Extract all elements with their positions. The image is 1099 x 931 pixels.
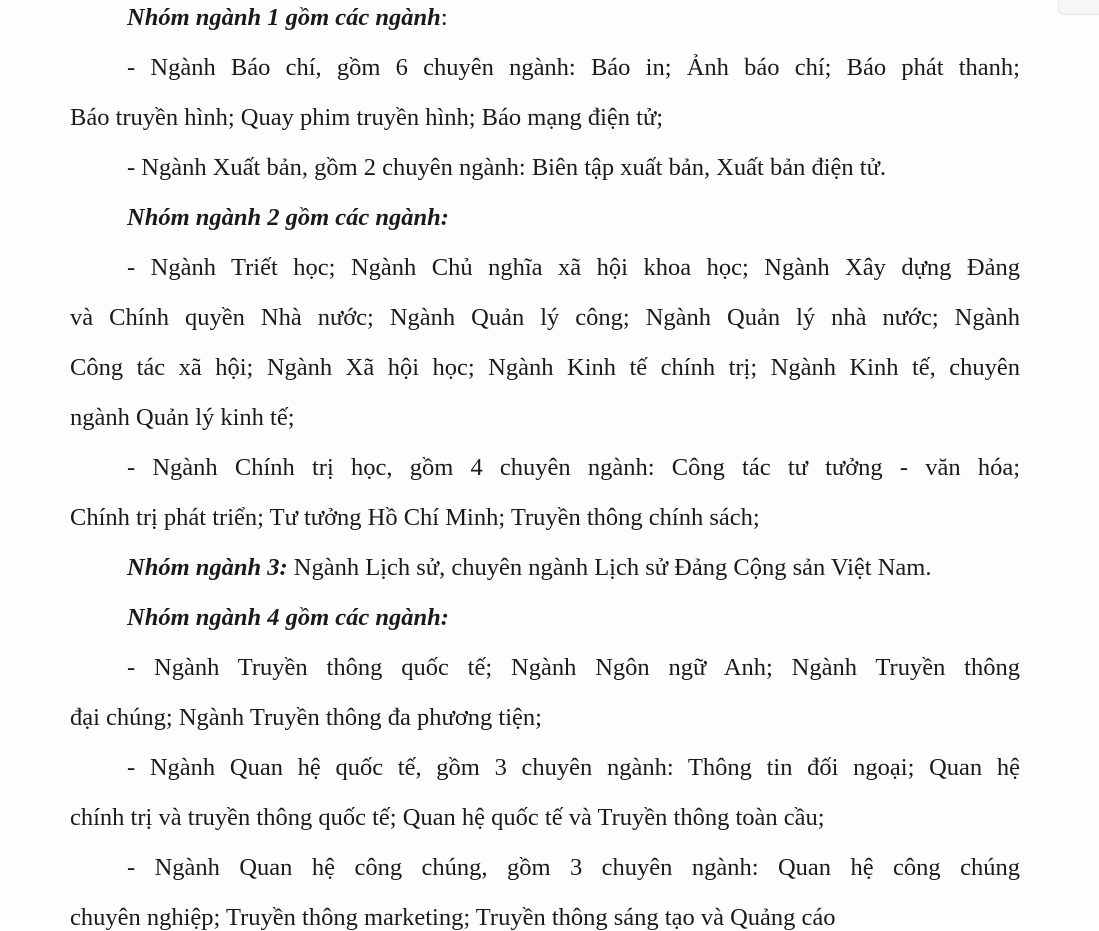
group2-item2-line2: Chính trị phát triển; Tư tưởng Hồ Chí Minh; Truyền thông chính sách; <box>70 504 760 531</box>
group4-item3-line1: - Ngành Quan hệ công chúng, gồm 3 chuyên ngành: Quan hệ công chúng <box>127 854 1020 881</box>
group1-item2-line1: - Ngành Xuất bản, gồm 2 chuyên ngành: Biên tập xuất bản, Xuất bản điện tử. <box>127 154 886 181</box>
document-body <box>70 6 1020 930</box>
group1-heading-suffix: : <box>440 4 448 31</box>
group4-item1-line1: - Ngành Truyền thông quốc tế; Ngành Ngôn ngữ Anh; Ngành Truyền thông <box>127 654 1020 681</box>
group4-item3-line2: chuyên nghiệp; Truyền thông marketing; Truyền thông sáng tạo và Quảng cáo <box>70 904 836 931</box>
group1-heading: Nhóm ngành 1 gồm các ngành <box>127 4 441 31</box>
group1-item1-line2: Báo truyền hình; Quay phim truyền hình; Báo mạng điện tử; <box>70 104 664 131</box>
group2-item2-line1: - Ngành Chính trị học, gồm 4 chuyên ngành: Công tác tư tưởng - văn hóa; <box>127 454 1020 481</box>
group3-heading: Nhóm ngành 3: <box>127 554 288 581</box>
group4-item1-line2: đại chúng; Ngành Truyền thông đa phương tiện; <box>70 704 542 731</box>
group2-item1-line1: - Ngành Triết học; Ngành Chủ nghĩa xã hội khoa học; Ngành Xây dựng Đảng <box>127 254 1020 281</box>
group3-text: Ngành Lịch sử, chuyên ngành Lịch sử Đảng Cộng sản Việt Nam. <box>287 554 932 581</box>
group3-line <box>70 556 1020 580</box>
group2-item1-line3: Công tác xã hội; Ngành Xã hội học; Ngành Kinh tế chính trị; Ngành Kinh tế, chuyên <box>70 354 1020 381</box>
group2-heading: Nhóm ngành 2 gồm các ngành: <box>127 204 449 231</box>
group4-heading: Nhóm ngành 4 gồm các ngành: <box>127 604 449 631</box>
group4-item2-line2: chính trị và truyền thông quốc tế; Quan hệ quốc tế và Truyền thông toàn cầu; <box>70 804 825 831</box>
group1-item1-line1: - Ngành Báo chí, gồm 6 chuyên ngành: Báo in; Ảnh báo chí; Báo phát thanh; <box>127 54 1020 81</box>
group1-heading-line <box>70 6 1020 30</box>
group2-item1-line2: và Chính quyền Nhà nước; Ngành Quản lý công; Ngành Quản lý nhà nước; Ngành <box>70 304 1020 331</box>
group4-item2-line1: - Ngành Quan hệ quốc tế, gồm 3 chuyên ngành: Thông tin đối ngoại; Quan hệ <box>127 754 1020 781</box>
page-corner-mark <box>1058 0 1099 15</box>
group2-item1-line4: ngành Quản lý kinh tế; <box>70 404 295 431</box>
